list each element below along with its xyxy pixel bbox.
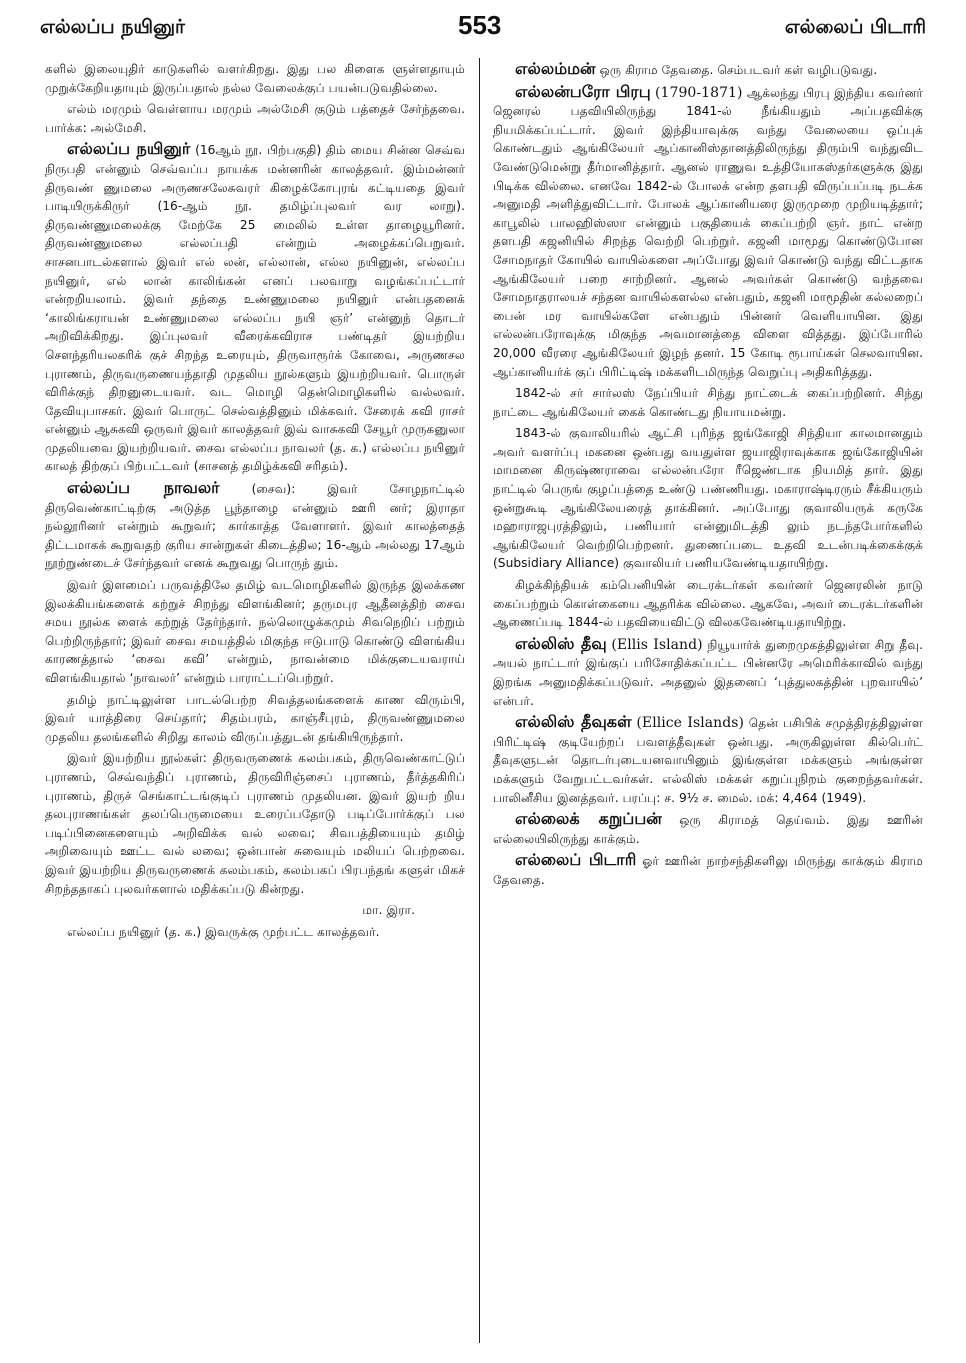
entry-text: ஆக்லந்து பிரபு இந்திய கவர்னர் ஜெனரல் பதவியிலிருந்து 1841-ல் நீங்கியதும் அப்பதவிக்கு நியமிக்கப்பட்டார். இவர் இந்தியாவுக்கு வந்து வேலையை ஒப்புக் கொண்டதும் ஆங்கிலேயர் ஆப்கானிஸ்தானத்திலிருந்து திரும்பி வந்துவிட வேண்டுமென்று தீர்மானித்தார். ஆனல் ராணுவ உத்தியோகஸ்தர்களுக்கு இது பிடிக்க வில்லை. எனவே 1842-ல் போலக் என்ற தளபதி விருப்பப்படி நடக்க அனுமதி அளித்துவிட்டார். போலக் ஆப்கானியரை இருமுறை முறியடித்தார்; காபூலில் பாலஹிஸ்ஸா என்னும் பகுதியைக் கைப்பற்றி ஞர். நாட் என்ற தளபதி கஜனியில் சிறந்த வெற்றி பெற்றுர். கஜனி மாமூது கொண்டுபோன சோமநாதர் கோயில் வாயில்களை அப்போது இவர் கொண்டு வந்து விட்டதாக ஆங்கிலேயர் பறை சாற்றினர். ஆனல் அவர்கள் கொண்டு வந்தவை சோமநாதராலயச் சந்தன வாயில்களல்ல என்பதும், கஜனி மாமூதின் கல்லறைப் பைன் மர வாயில்களே என்பதும் பின்னர் வெளியாயின. இது எல்லன்பரோவுக்கு மிகுந்த அவமானத்தை விளை வித்தது. இப்போரில் 20,000 வீரரை ஆங்கிலேயர் இழந் தனர். 15 கோடி ரூபாய்கள் செலவாயின. ஆப்கானியர்க் குப் பிரிட்டிஷ் மக்களிடமிருந்த வெறுப்பு அதிகரித்தது.	[493, 85, 923, 379]
entry-headword: எல்லன்பரோ பிரபு	[515, 81, 651, 101]
paragraph-text: இவர் இளமைப் பருவத்திலே தமிழ் வடமொழிகளில் இருந்த இலக்கண இலக்கியங்களைக் கற்றுச் சிறந்து விளங்கினர்; தருமபுர ஆதீனத்திற் சைவ சமய நூல்க ளைக் கற்றுத் தேர்ந்தார். நல்லொழுக்கமும் சிவநெறிப் பற்றும் பெற்றிருந்தார்; இவர் சைவ சமயத்தில் மிகுந்த ஈடுபாடு கொண்டு விளங்கிய காரணத்தால் ‘சைவ கவி’ என்றும், நாவன்மை மிக்குடையவராய் விளங்கியதால் ‘நாவலர்’ என்றும் பாராட்டப்பெற்றுர்.	[45, 578, 465, 685]
body-paragraph	[45, 100, 465, 137]
entry-headword: எல்லைக் கறுப்பன்	[515, 809, 662, 829]
entry-headword: எல்லப்ப நாவலர்	[67, 478, 220, 498]
running-head-right: எல்லைப் பிடாரி	[784, 16, 926, 38]
entry-text: தென் பசிபிக் சமுத்திரத்திலுள்ள பிரிட்டிஷ் குடியேற்றப் பவளத்தீவுகள் ஒன்பது. அருகிலுள்ள கில்பெர்ட் தீவுகளுடன் தொடர்புடையனவாயினும் இங்குள்ள மக்களும் அங்குள்ள மக்களும் வேறுபட்டவர்கள். எல்லிஸ் மக்கள் கறுப்புநிறம் குறைந்தவர்கள். பாலினீசிய இனத்தவர். பரப்பு: ச. 9½ ச. மைல். மக்: 4,464 (1949).	[493, 716, 923, 805]
entry-paragraph	[493, 851, 923, 889]
page-header	[40, 10, 926, 46]
entry-headword: எல்லைப் பிடாரி	[515, 850, 637, 870]
entry-text: ஓர் ஊரின் நாற்சந்திகளிலு மிருந்து காக்கும் கிராம தேவதை.	[493, 854, 923, 887]
paragraph-text: எல்ம் மரமும் வெள்ளாய மரமும் அல்மேசி குடும் பத்தைச் சேர்ந்தவை. பார்க்க: அல்மேசி.	[45, 102, 465, 135]
entry-headword: எல்லம்மன்	[515, 59, 596, 78]
entry-headword: எல்லிஸ் தீவுகள்	[515, 712, 632, 732]
column-divider	[479, 58, 480, 1343]
paragraph-text: இவர் இயற்றிய நூல்கள்: திருவருணைக் கலம்பகம், திருவெண்காட்டுப் புராணம், செவ்வந்திப் புராணம், திருவிரிஞ்சைப் புராணம், தீர்த்தகிரிப் புராணம், திருச் செங்காட்டங்குடிப் புராணம் முதலியன. இவர் இயற் றிய தலபுராணங்கள் தலப்பெருமையை உரைப்பதோடு படிப்போர்க்குப் பல படிப்பினைகளையும் அறிவிக்க வல் லவை; சிவபத்தியையும் தமிழ் அறிவையும் ஊட்ட வல் லவை; ஒன்பான் சுவையும் மலியப் பெற்றவை. இவர் இயற்றிய திருவருணைக் கலம்பகம், கலம்பகப் பிரபந்தங் களுள் மிகச் சிறந்ததாகப் புலவர்களால் மதிக்கப்படு கின்றது.	[45, 751, 465, 896]
entry-subhead: (Ellis Island)	[611, 636, 703, 653]
entry-paragraph	[493, 60, 923, 80]
entry-text: ஒரு கிராம தேவதை. செம்படவர் கள் வழிபடுவது.	[599, 63, 878, 77]
body-paragraph	[493, 384, 923, 421]
entry-paragraph	[45, 140, 465, 476]
entry-headword: எல்லப்ப நயினுர்	[67, 139, 191, 159]
entry-text: (சைவ): இவர் சோழநாட்டில் திருவெண்காட்டிற்கு அடுத்த பூந்தாழை என்னும் ஊரி னர்; இராதா நல்லூரினர் என்றும் கூறுவர்; கார்காத்த வேளாளர். இவர் காலத்தைத் திட்டமாகக் கூறுவதற் குரிய சான்றுகள் கிடைத்தில; 16-ஆம் அல்லது 17ஆம் நூற்றுண்டைச் சேர்ந்தவர் எனக் கூறுவது பொருந் தும்.	[45, 482, 465, 571]
body-paragraph	[45, 576, 465, 688]
paragraph-text: எல்லப்ப நயினுர் (த. க.) இவருக்கு முற்பட்ட காலத்தவர்.	[67, 924, 380, 939]
right-column	[493, 60, 923, 893]
entry-subhead: (Ellice Islands)	[636, 715, 744, 732]
entry-paragraph	[493, 83, 923, 382]
paragraph-text: களில் இலையுதிர் காடுகளில் வளர்கிறது. இது பல கிளைக ளுள்ளதாயும் முறுக்கேறியதாயும் இருப்பதால் நல்ல வேலைக்குப் பயன்படுவதில்லை.	[45, 62, 465, 95]
body-paragraph	[45, 60, 465, 97]
entry-subhead: (1790-1871)	[655, 84, 743, 101]
entry-paragraph	[493, 713, 923, 807]
body-paragraph	[45, 749, 465, 898]
entry-paragraph	[45, 479, 465, 573]
entry-text: (16ஆம் நூ. பிற்பகுதி) திம் மைய சின்ன செவ்வ நிருபதி என்னும் செவ்வப்ப நாயக்க மன்னரின் காலத்தவர். இம்மன்னர் திருவண் ணுமலை அருணசலேசுவரர் கிழைக்கோபுரங் கட்டியதை இவர் பாடியிருக்கிருர் (16-ஆம் நூ. தமிழ்ப்புலவர் வர லாறு). திருவண்ணுமலைக்கு மேற்கே 25 மைலில் உள்ள தாழையூரினர். திருவண்ணுமலை எல்லப்பதி என்றும் அழைக்கப்பெறுவர். சாசனபாடல்களால் இவர் எல் லன், எல்லான், எல்ல நயினுன், எல்லப்ப நயினுர், எல் லான் காலிங்கன் எனப் பலவாறு வழங்கப்பட்டார் என்றறியலாம். இவர் தந்தை உண்ணுமலை நயினுர் என்பதனைக் ‘காலிங்கராயன் உண்ணுமலை எல்லப்ப நயி ஞர்’ என்னுந் தொடர் அறிவிக்கிறது. இப்புலவர் வீரைக்கவிராச பண்டிதர் இயற்றிய சௌந்தரியலகரிக் குச் சிறந்த உரையும், திருவாரூர்க் கோவை, அருணசல புராணம், திருவருணையந்தாதி முதலிய நூல்களும் இயற்றியவர். பொருள் விரிக்குந் திறனுடையவர். வட மொழி தென்மொழிகளில் வல்லவர். தேவியுபாசகர். இவர் பொருட் செல்வத்தினும் மிக்கவர். சேரைக் கவி ராசர் என்னும் ஆசுகவி ஒருவர் இவர் காலத்தவர் இவ் வாசுகவி சேயூர் முருகனுலா முதலியவை இயற்றியவர். சைவ எல்லப்ப நாவலர் (த. க.) எல்லப்ப நயினுர் காலத் திற்குப் பிற்பட்டவர் (சாசனத் தமிழ்க்கவி சரிதம்).	[45, 143, 466, 474]
paragraph-text: கிழக்கிந்தியக் கம்பெனியின் டைரக்டர்கள் கவர்னர் ஜெனரலின் நாடு கைப்பற்றும் கொள்கையை ஆதரிக்க வில்லை. ஆகவே, அவர் டைரக்டர்களின் ஆணைப்படி 1844-ல் பதவியைவிட்டு விலகவேண்டியதாயிற்று.	[493, 578, 923, 630]
page-number: 553	[458, 10, 502, 40]
signature-text: மா. இரா.	[362, 903, 415, 918]
body-paragraph	[493, 576, 923, 632]
entry-paragraph	[493, 810, 923, 848]
entry-paragraph	[493, 635, 923, 710]
body-paragraph	[493, 424, 923, 573]
entry-text: ஒரு கிராமத் தெய்வம். இது ஊரின் எல்லையிலிருந்து காக்கும்.	[493, 813, 923, 846]
paragraph-text: தமிழ் நாட்டிலுள்ள பாடல்பெற்ற சிவத்தலங்களைக் காண விரும்பி, இவர் யாத்திரை செய்தார்; சிதம்பரம், காஞ்சீபுரம், திருவண்ணுமலை முதலிய தலங்களில் சிறிது காலம் விருப்பத்துடன் தங்கியிருந்தார்.	[45, 692, 465, 744]
paragraph-text: 1842-ல் சர் சார்லஸ் நேப்பியர் சிந்து நாட்டைக் கைப்பற்றினர். சிந்து நாட்டை ஆங்கிலேயர் கைக் கொண்டது நியாயமன்று.	[493, 386, 923, 419]
paragraph-text: 1843-ல் குவாலியரில் ஆட்சி புரிந்த ஜங்கோஜி சிந்தியா காலமானதும் அவர் வளர்ப்பு மகனை ஒன்பது வயதுள்ள ஜயாஜிராவுக்காக ஜங்கோஜியின் மாமனை கிருஷ்ணராவை எல்லன்பரோ ரீஜெண்டாக நியமித் தார். இது நாட்டில் பெருங் குழப்பத்தை உண்டு பண்ணியது. மகாராஷ்டிரரும் சீக்கியரும் ஒன்றுகூடி ஆங்கிலேயரைத் தாக்கினர். அப்போது குவாலியருக் கருகே மஹாராஜபுரத்திலும், பணியார் என்னுமிடத்தி லும் நடந்தபோர்களில் ஆங்கிலேயர் வெற்றிபெற்றனர். துணைப்படை உதவி உடன்படிக்கைக்குக் (Subsidiary Alliance) குவாலியர் பணியவேண்டியதாயிற்று.	[493, 426, 923, 571]
body-paragraph	[45, 691, 465, 747]
entry-headword: எல்லிஸ் தீவு	[515, 633, 607, 653]
author-signature	[45, 901, 465, 920]
entry-text: நியூயார்க் துறைமுகத்திலுள்ள சிறு தீவு. அயல் நாட்டார் இங்குப் பரிசோதிக்கப்பட்ட பின்னரே அமெரிக்காவில் வந்து இறங்க அனுமதிக்கப்படுவர். அதனுல் இதனைப் ‘புத்துலகத்தின் புறவாயில்’ என்பர்.	[493, 637, 923, 708]
left-column	[45, 60, 465, 944]
body-paragraph	[45, 923, 465, 942]
running-head-left: எல்லப்ப நயினுர்	[40, 16, 185, 38]
